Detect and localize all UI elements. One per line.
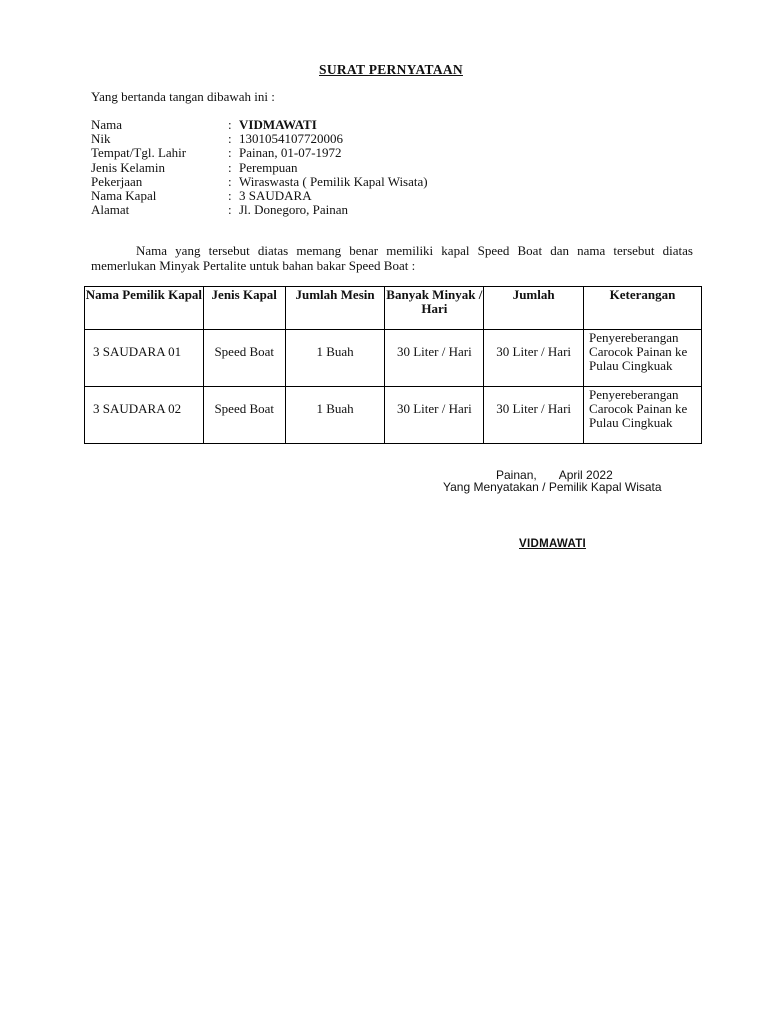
identity-label: Nama [91,117,123,132]
identity-colon: : [228,117,232,132]
fuel-table [84,286,702,444]
identity-block [91,118,428,217]
opening-line: Yang bertanda tangan dibawah ini : [91,89,275,104]
cell-nama: 3 SAUDARA 01 [85,330,204,387]
header-banyak-minyak: Banyak Minyak / Hari [385,287,484,330]
header-jumlah: Jumlah [484,287,584,330]
cell-jenis: Speed Boat [203,387,285,444]
header-keterangan: Keterangan [584,287,702,330]
signature-date: April 2022 [558,468,613,482]
cell-jumlah: 30 Liter / Hari [484,330,584,387]
cell-nama: 3 SAUDARA 02 [85,387,204,444]
document-title: SURAT PERNYATAAN [319,62,463,77]
identity-value: Jl. Donegoro, Painan [239,202,349,218]
identity-label: Pekerjaan [91,173,143,189]
signature-name: VIDMAWATI [519,538,587,550]
table-row [85,387,702,444]
identity-colon: : [228,202,232,218]
identity-label: Nama Kapal [91,187,157,203]
signature-place: Painan, [496,468,537,482]
signature-role: Yang Menyatakan / Pemilik Kapal Wisata [443,480,662,494]
identity-colon: : [228,131,232,147]
identity-value: VIDMAWATI [239,117,317,132]
cell-keterangan: Penyereberangan Carocok Painan ke Pulau Cingkuak [584,387,702,444]
identity-row-alamat [91,203,428,217]
identity-row-nama [91,118,428,132]
identity-row-nama-kapal [91,189,428,203]
identity-row-nik [91,132,428,146]
identity-colon: : [228,187,232,203]
header-nama-pemilik: Nama Pemilik Kapal [85,287,204,330]
table-header-row [85,287,702,330]
cell-jenis: Speed Boat [203,330,285,387]
header-jenis-kapal: Jenis Kapal [203,287,285,330]
cell-mesin: 1 Buah [285,387,385,444]
identity-value: Wiraswasta ( Pemilik Kapal Wisata) [239,173,428,189]
cell-minyak: 30 Liter / Hari [385,387,484,444]
identity-row-ttl [91,146,428,160]
header-jumlah-mesin: Jumlah Mesin [285,287,385,330]
identity-value: 1301054107720006 [239,131,343,147]
identity-row-pekerjaan [91,175,428,189]
identity-label: Jenis Kelamin [91,159,166,175]
cell-mesin: 1 Buah [285,330,385,387]
cell-jumlah: 30 Liter / Hari [484,387,584,444]
identity-label: Tempat/Tgl. Lahir [91,145,187,161]
cell-minyak: 30 Liter / Hari [385,330,484,387]
identity-colon: : [228,173,232,189]
identity-label: Nik [91,131,111,147]
statement-paragraph: Nama yang tersebut diatas memang benar memiliki kapal Speed Boat dan nama tersebut diatas memerlukan Minyak Pertalite untuk bahan bakar Speed Boat : [91,243,693,273]
identity-row-jenis-kelamin [91,161,428,175]
identity-value: 3 SAUDARA [239,187,312,203]
table-row [85,330,702,387]
cell-keterangan: Penyereberangan Carocok Painan ke Pulau Cingkuak [584,330,702,387]
identity-value: Perempuan [239,159,298,175]
identity-value: Painan, 01-07-1972 [239,145,342,161]
identity-colon: : [228,145,232,161]
identity-colon: : [228,159,232,175]
identity-label: Alamat [91,202,130,218]
